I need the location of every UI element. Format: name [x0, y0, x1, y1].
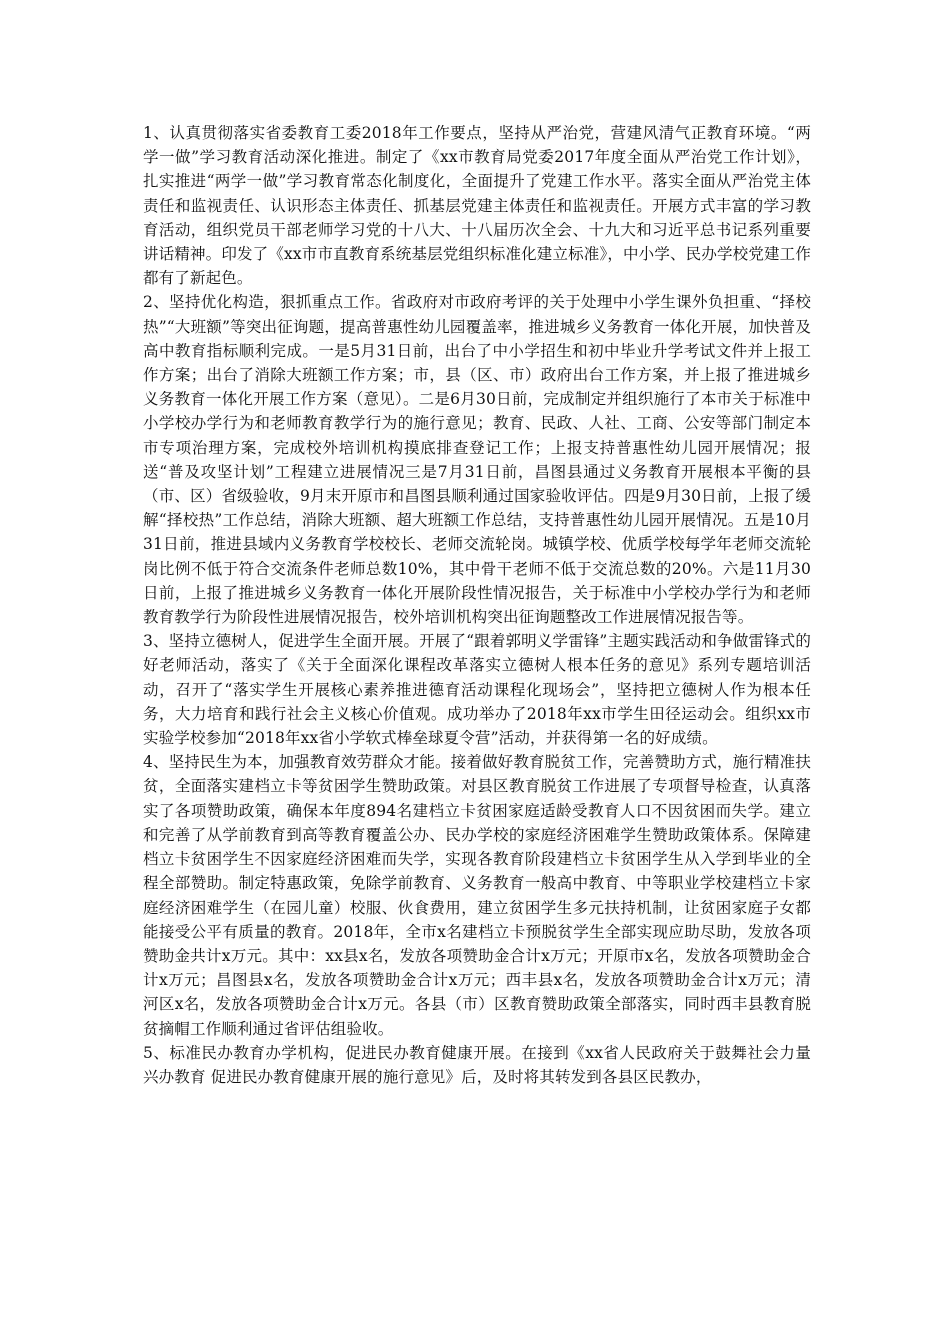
paragraph-4-poverty-relief: 4、坚持民生为本，加强教育效劳群众才能。接着做好教育脱贫工作，完善赞助方式，施行精准扶贫，全面落实建档立卡等贫困学生赞助政策。对县区教育脱贫工作进展了专项督导检查，认真落实了各项赞助政策，确保本年度894名建档立卡贫困家庭适龄受教育人口不因贫困而失学。建立和完善了从学前教育到高等教育覆盖公办、民办学校的家庭经济困难学生赞助政策体系。保障建档立卡贫困学生不因家庭经济困难而失学，实现各教育阶段建档立卡贫困学生从入学到毕业的全程全部赞助。制定特惠政策，免除学前教育、义务教育一般高中教育、中等职业学校建档立卡家庭经济困难学生（在园儿童）校服、伙食费用，建立贫困学生多元扶持机制，让贫困家庭子女都能接受公平有质量的教育。2018年，全市x名建档立卡预脱贫学生全部实现应助尽助，发放各项赞助金共计x万元。其中：xx县x名，发放各项赞助金合计x万元；开原市x名，发放各项赞助金合计x万元；昌图县x名，发放各项赞助金合计x万元；西丰县x名，发放各项赞助金合计x万元；清河区x名，发放各项赞助金合计x万元。各县（市）区教育赞助政策全部落实，同时西丰县教育脱贫摘帽工作顺利通过省评估组验收。 — [143, 753, 811, 1038]
paragraph-5-private-education: 5、标准民办教育办学机构，促进民办教育健康开展。在接到《xx省人民政府关于鼓舞社会力量兴办教育 促进民办教育健康开展的施行意见》后，及时将其转发到各县区民教办， — [143, 1043, 811, 1086]
paragraph-3-moral-education: 3、坚持立德树人，促进学生全面开展。开展了“跟着郭明义学雷锋”主题实践活动和争做雷锋式的好老师活动，落实了《关于全面深化课程改革落实立德树人根本任务的意见》系列专题培训活动，召开了“落实学生开展核心素养推进德育活动课程化现场会”，坚持把立德树人作为根本任务，大力培育和践行社会主义核心价值观。成功举办了2018年xx市学生田径运动会。组织xx市实验学校参加“2018年xx省小学软式棒垒球夏令营”活动，并获得第一名的好成绩。 — [143, 632, 811, 748]
document-body — [143, 121, 811, 1089]
paragraph-1-party-building: 1、认真贯彻落实省委教育工委2018年工作要点，坚持从严治党，营建风清气正教育环境。“两学一做”学习教育活动深化推进。制定了《xx市教育局党委2017年度全面从严治党工作计划》，扎实推进“两学一做”学习教育常态化制度化，全面提升了党建工作水平。落实全面从严治党主体责任和监视责任、认识形态主体责任、抓基层党建主体责任和监视责任。开展方式丰富的学习教育活动，组织党员干部老师学习党的十八大、十八届历次全会、十九大和习近平总书记系列重要讲话精神。印发了《xx市市直教育系统基层党组织标准化建立标准》，中小学、民办学校党建工作都有了新起色。 — [143, 124, 811, 288]
paragraph-2-key-work: 2、坚持优化构造，狠抓重点工作。省政府对市政府考评的关于处理中小学生课外负担重、“择校热”“大班额”等突出征询题，提高普惠性幼儿园覆盖率，推进城乡义务教育一体化开展，加快普及高中教育指标顺利完成。一是5月31日前，出台了中小学招生和初中毕业升学考试文件并上报工作方案；出台了消除大班额工作方案；市，县（区、市）政府出台工作方案，并上报了推进城乡义务教育一体化开展工作方案（意见）。二是6月30日前，完成制定并组织施行了本市关于标准中小学校办学行为和老师教育教学行为的施行意见；教育、民政、人社、工商、公安等部门制定本市专项治理方案，完成校外培训机构摸底排查登记工作；上报支持普惠性幼儿园开展情况；报送“普及攻坚计划”工程建立进展情况三是7月31日前，昌图县通过义务教育开展根本平衡的县（市、区）省级验收，9月末开原市和昌图县顺利通过国家验收评估。四是9月30日前，上报了缓解“择校热”工作总结，消除大班额、超大班额工作总结，支持普惠性幼儿园开展情况。五是10月31日前，推进县域内义务教育学校校长、老师交流轮岗。城镇学校、优质学校每学年老师交流轮岗比例不低于符合交流条件老师总数10%，其中骨干老师不低于交流总数的20%。六是11月30日前，上报了推进城乡义务教育一体化开展阶段性情况报告，关于标准中小学校办学行为和老师教育教学行为阶段性进展情况报告，校外培训机构突出征询题整改工作进展情况报告等。 — [143, 293, 811, 627]
